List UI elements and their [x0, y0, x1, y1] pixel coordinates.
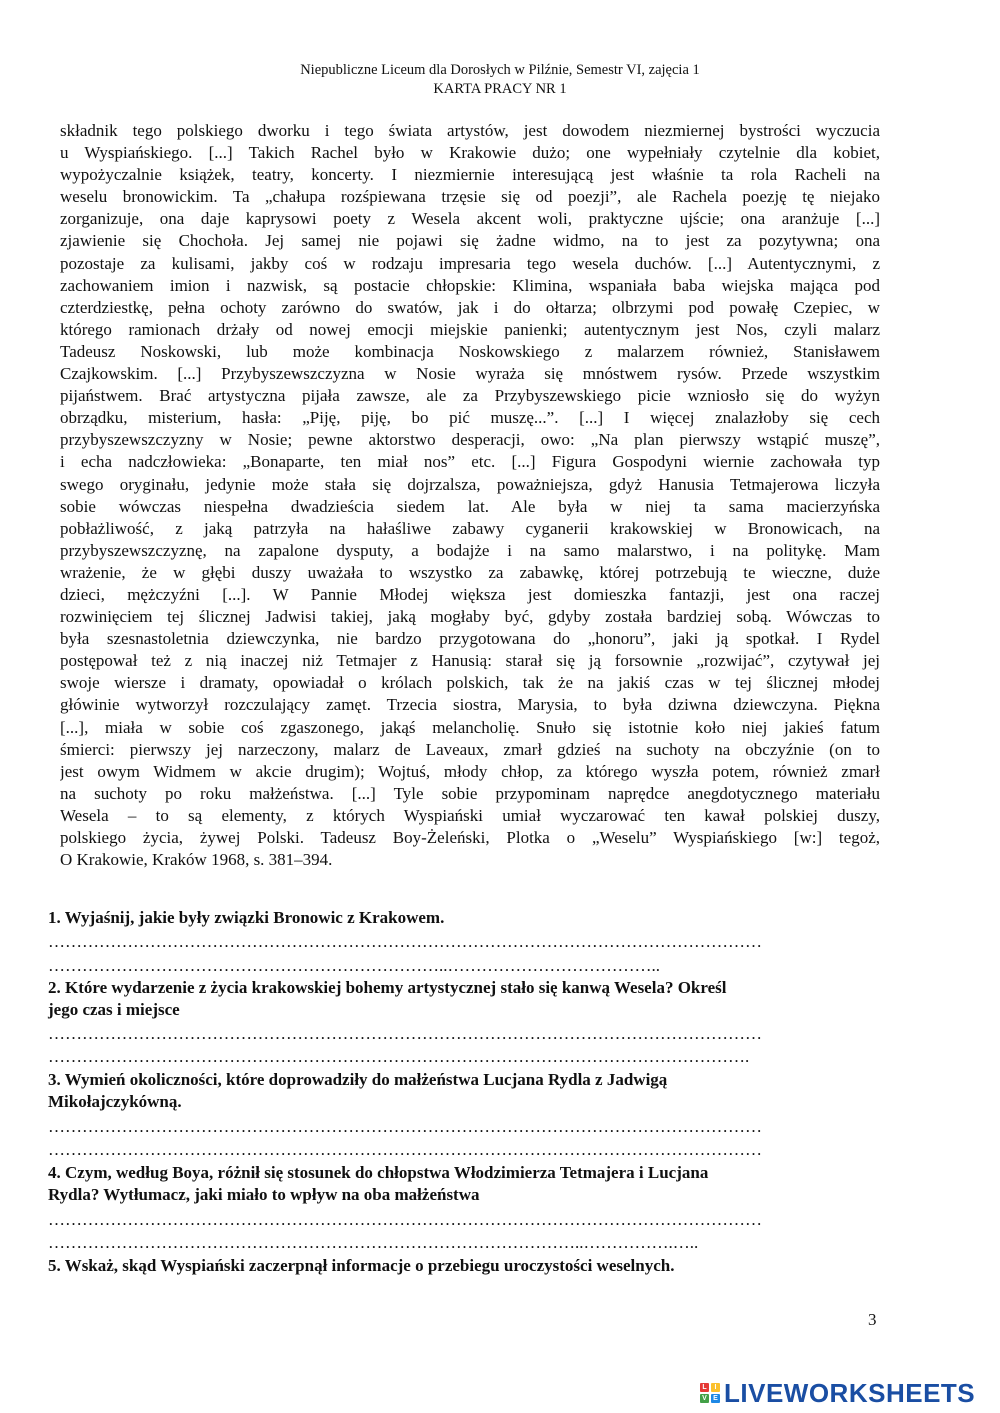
excerpt-line: zachowaniem imion i nazwisk, są postacie chłopskie: Klimina, wspaniała baba wiejska mająca pod	[60, 275, 880, 295]
excerpt-line: zorganizuje, ona daje kaprysowi poety z Wesela akcent woli, praktyczne ujście; ona aranżuje [...]	[60, 209, 880, 229]
excerpt-line: przybyszewszczyzny w Nosie; pewne aktorstwo desperacji, owo: „Na plan pierwszy wstąpić muszę”,	[60, 430, 880, 450]
excerpt-line: zjawienie się Chochoła. Jej samej nie pojawi się żadne widmo, na to jest za pozytywna; ona	[60, 231, 880, 251]
excerpt-line: O Krakowie, Kraków 1968, s. 381–394.	[60, 850, 333, 870]
logo-letter: E	[711, 1394, 720, 1403]
excerpt-line: sobie wówczas niespełna dwadzieścia siedem lat. Ale była w niej ta sama macierzyńska	[60, 496, 880, 516]
excerpt-line: wrażenie, że w głębi duszy uważała to wszystko za zabawkę, której potrzebują te wieczne, duże	[60, 562, 880, 582]
liveworksheets-watermark	[700, 1377, 976, 1408]
question-text: jego czas i miejsce	[48, 1000, 180, 1019]
excerpt-line: swoje wiersze i dramaty, opowiadał o królach polskich, tak że na jakiś czas w tej ślicznej młodej	[60, 673, 880, 693]
excerpt-line: weselu bronowickim. Ta „chałupa rozśpiewana trzęsie się od poezji”, ale Rachela poezję tę niejako	[60, 187, 880, 207]
question-2	[48, 977, 888, 1021]
excerpt-line: była szesnastoletnia dziewczynka, nie bardzo przygotowana do „honoru”, jaki ją spotkał. I Rydel	[60, 629, 880, 649]
question-5	[48, 1255, 888, 1277]
excerpt-line: którego ramionach drżały od nowej emocji miejskie panienki; autentycznym jest Nos, czyli malarz	[60, 319, 880, 339]
excerpt-line: przybyszewszczyznę, na zapalone dysputy, a bodajże i na samo malarstwo, i na politykę. Mam	[60, 540, 880, 560]
excerpt-line: Tadeusz Noskowski, lub może kombinacja Noskowskiego z malarzem również, Stanisławem	[60, 341, 880, 361]
excerpt-line: jest owym Widmem w akcie drugim); Wojtuś, młody chłop, za którego wyszła potem, również zmarł	[60, 761, 880, 781]
question-text: 3. Wymień okoliczności, które doprowadziły do małżeństwa Lucjana Rydla z Jadwigą	[48, 1070, 668, 1089]
excerpt-text	[60, 120, 880, 871]
answer-line[interactable]: ………………………………………………………………………………………………………………	[48, 932, 762, 951]
logo-letter: L	[700, 1383, 709, 1392]
answer-line[interactable]: ………………………………………………………………………………………………………………	[48, 1117, 762, 1136]
answer-line[interactable]: …………………………………………………………………………………..…………….…..	[48, 1233, 699, 1252]
question-text: 5. Wskaż, skąd Wyspiański zaczerpnął informacje o przebiegu uroczystości weselnych.	[48, 1256, 675, 1275]
liveworksheets-wordmark: LIVEWORKSHEETS	[724, 1377, 976, 1408]
question-text: Rydla? Wytłumacz, jaki miało to wpływ na oba małżeństwa	[48, 1185, 480, 1204]
excerpt-line: [...], miała w sobie coś zgaszonego, jakąś melancholię. Snuło się istotnie koło niej jakieś fatum	[60, 717, 880, 737]
question-3	[48, 1069, 888, 1113]
excerpt-line: wypożyczalnie książek, teatry, koncerty. I niezmiernie interesującą jest właśnie ta rola Racheli na	[60, 165, 880, 185]
logo-letter: I	[711, 1383, 720, 1392]
page-number: 3	[868, 1310, 877, 1329]
excerpt-line: składnik tego polskiego dworku i tego świata artystów, jest dowodem niezmiernej bystrości wyczucia	[60, 121, 880, 140]
excerpt-line: czterdziestkę, pełna ochoty zarówno do swatów, jak i do ołtarza; olbrzymi pod powałę Czepiec, w	[60, 297, 880, 317]
answer-line[interactable]: ………………………………………………………………………………………………………………	[48, 1210, 762, 1229]
excerpt-line: śmierci: pierwszy jej narzeczony, malarz de Laveaux, zmarł gdzieś na suchoty na obczyźnie (on to	[60, 739, 880, 759]
excerpt-line: pobłażliwość, z jaką patrzyła na hałaśliwe zabawy cyganerii krakowskiej w Bronowicach, na	[60, 518, 880, 538]
page-header	[0, 61, 1000, 99]
excerpt-line: Wesela – to są elementy, z których Wyspiański umiał wyczarować ten kawał polskiej duszy,	[60, 805, 880, 825]
excerpt-line: pijaństwem. Brać artystyczna pijała zawsze, ale za Przybyszewskiego picie wzniosło się do wyżyn	[60, 386, 880, 406]
excerpt-line: Czajkowskim. [...] Przybyszewszczyzna w Nosie wyraża się mnóstwem rysów. Przede wszystkim	[60, 364, 880, 384]
liveworksheets-logo-icon	[700, 1383, 720, 1403]
excerpt-line: i echa nadczłowieka: „Bonaparte, ten miał nos” etc. [...] Figura Gospodyni wiernie zachowała typ	[60, 452, 880, 472]
question-text: 1. Wyjaśnij, jakie były związki Bronowic z Krakowem.	[48, 908, 445, 927]
header-school-line: Niepubliczne Liceum dla Dorosłych w Pilźnie, Semestr VI, zajęcia 1	[300, 62, 700, 78]
excerpt-line: pozostaje za kulisami, jakby coś w rodzaju impresaria tego wesela duchów. [...] Autentycznymi, z	[60, 253, 880, 273]
excerpt-line: swego oryginału, jedynie może stała się dojrzalsza, poważniejsza, gdyż Hanusia Tetmajerowa liczyła	[60, 474, 880, 494]
excerpt-line: rozwinięciem tej ślicznej Jadwisi takiej, jaką mogłaby być, gdyby została bardziej sobą. Wówczas to	[60, 607, 880, 627]
answer-line[interactable]: …………………………………………………………………………………………………………….	[48, 1047, 750, 1066]
question-1	[48, 907, 888, 929]
excerpt-line: polskiego życia, żywej Polski. Tadeusz Boy-Żeleński, Plotka o „Weselu” Wyspiańskiego [w:] tegoż,	[60, 828, 880, 847]
logo-letter: V	[700, 1394, 709, 1403]
question-4	[48, 1162, 888, 1206]
header-worksheet-title: KARTA PRACY NR 1	[433, 81, 567, 97]
excerpt-line: dzieci, mężczyźni [...]. W Pannie Młodej większa jest domieszka fantazji, jest ona raczej	[60, 584, 880, 604]
excerpt-line: postępował też z nią inaczej niż Tetmajer z Hanusią: starał się ją forsownie „rozwijać”, czytywał jej	[60, 651, 880, 671]
question-text: 2. Które wydarzenie z życia krakowskiej bohemy artystycznej stało się kanwą Wesela? Określ	[48, 978, 727, 997]
excerpt-line: obrządku, misterium, hasła: „Piję, piję, bo pić muszę...”. [...] I więcej znalazłoby się cech	[60, 408, 880, 428]
question-text: Mikołajczykówną.	[48, 1092, 182, 1111]
excerpt-line: u Wyspiańskiego. [...] Takich Rachel było w Krakowie dużo; one wypełniały czytelnie dla kobiet,	[60, 143, 880, 163]
excerpt-line: główinie wytworzył rozczulający zamęt. Trzecia siostra, Marysia, to była dziwna dziewczyna. Piękna	[60, 695, 880, 715]
answer-line[interactable]: ………………………………………………………………………………………………………………	[48, 1024, 762, 1043]
excerpt-line: na suchoty po roku małżeństwa. [...] Tyle sobie przypominam naprędce anegdotycznego materiału	[60, 783, 880, 803]
question-text: 4. Czym, według Boya, różnił się stosunek do chłopstwa Włodzimierza Tetmajera i Lucjana	[48, 1163, 709, 1182]
answer-line[interactable]: ………………………………………………………………………………………………………………	[48, 1140, 762, 1159]
answer-line[interactable]: ……………………………………………………………..………………………………..	[48, 956, 660, 975]
